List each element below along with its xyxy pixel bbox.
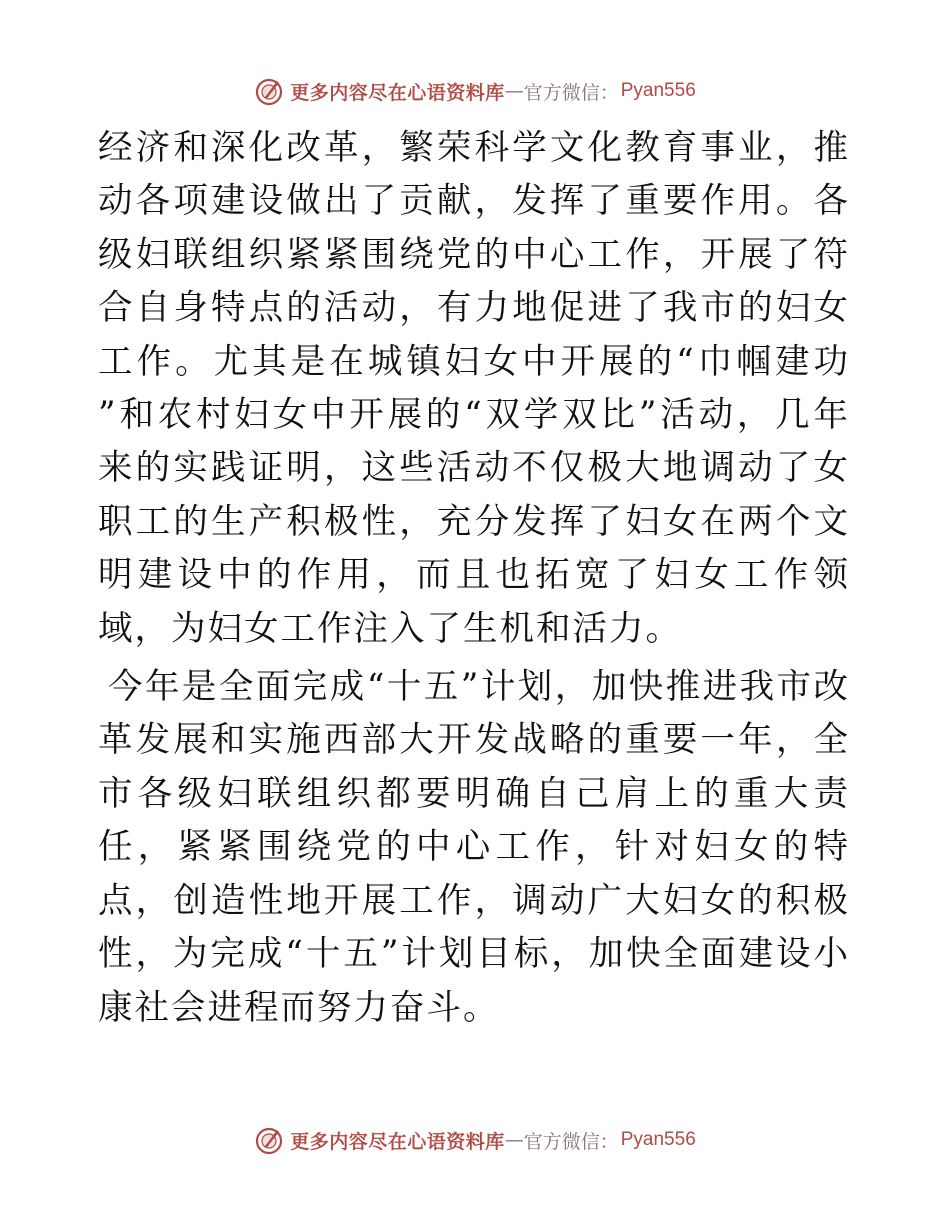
header-wechat-label: 官方微信： xyxy=(523,81,619,104)
body-paragraph-1: 经济和深化改革，繁荣科学文化教育事业，推动各项建设做出了贡献，发挥了重要作用。各级妇联组织紧紧围绕党的中心工作，开展了符合自身特点的活动，有力地促进了我市的妇女工作。尤其是在城镇妇女中开展的“巾帼建功 ”和农村妇女中开展的“双学双比”活动，几年来的实践证明，这些活动不仅极大地调动了女职工的生产积极性，充分发挥了妇女在两个文明建设中的作用，而且也拓宽了妇女工作领域，为妇女工作注入了生机和活力。 xyxy=(98,128,850,649)
header-site-text: 更多内容尽在心语资料库 xyxy=(290,81,505,104)
footer-wechat-id: Pyan556 xyxy=(620,1129,696,1150)
body-paragraph-2: 今年是全面完成“十五”计划，加快推进我市改革发展和实施西部大开发战略的重要一年，全市各级妇联组织都要明确自己肩上的重大责任，紧紧围绕党的中心工作，针对妇女的特点，创造性地开展工作，调动广大妇女的积极性，为完成“十五”计划目标，加快全面建设小康社会进程而努力奋斗。 xyxy=(98,667,850,1028)
footer-site-text: 更多内容尽在心语资料库 xyxy=(290,1130,505,1153)
footer-separator: — xyxy=(504,1129,524,1151)
document-body xyxy=(98,122,850,1035)
footer-banner xyxy=(0,1120,950,1160)
header-wechat-id: Pyan556 xyxy=(620,80,696,101)
header-banner xyxy=(0,71,950,111)
quill-pen-logo-icon xyxy=(254,76,284,106)
header-separator: — xyxy=(504,80,524,102)
quill-pen-logo-icon xyxy=(254,1125,284,1155)
footer-wechat-label: 官方微信： xyxy=(523,1130,619,1153)
